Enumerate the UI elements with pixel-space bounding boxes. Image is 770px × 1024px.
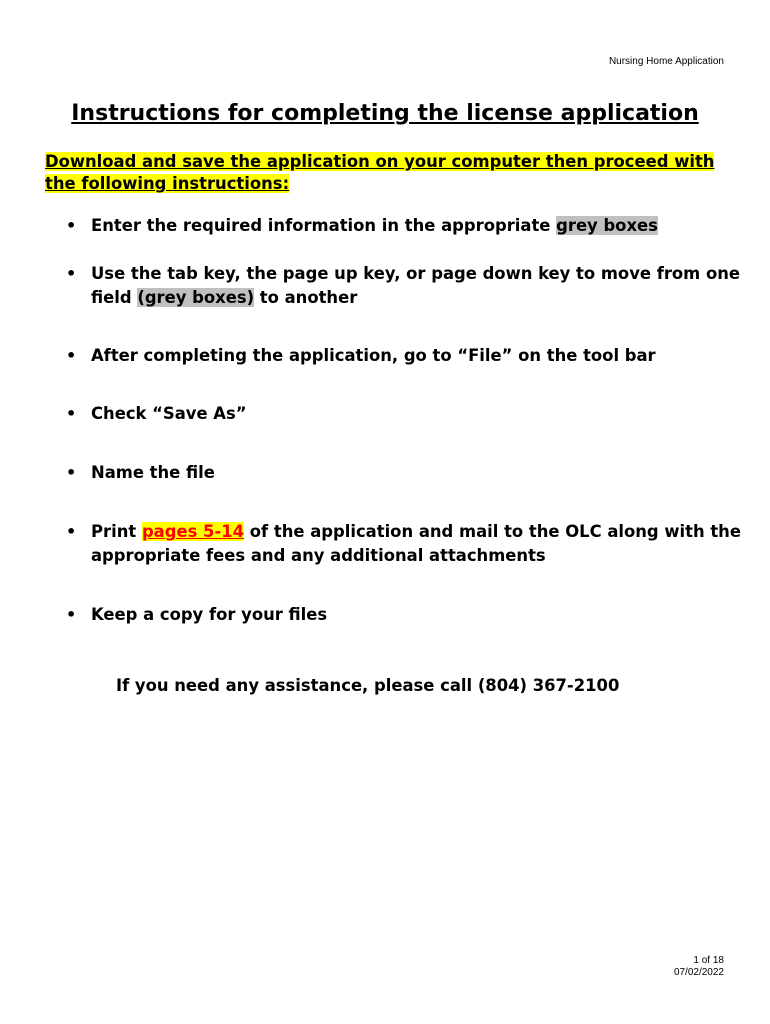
bullet-icon: •	[66, 522, 77, 541]
list-item-text: Enter the required information in the appropriate	[91, 216, 557, 235]
page-number: 1 of 18	[693, 955, 724, 966]
list-item-text: of the application and mail to the OLC along with the appropriate fees and any additional attachments	[91, 522, 741, 565]
list-item	[66, 262, 741, 310]
bullet-icon: •	[66, 346, 77, 365]
assistance-note: If you need any assistance, please call (804) 367-2100	[116, 676, 620, 695]
intro-instruction	[45, 151, 730, 195]
list-item-text: After completing the application, go to “File” on the tool bar	[91, 346, 656, 365]
bullet-icon: •	[66, 404, 77, 423]
list-item-text: Name the file	[91, 463, 215, 482]
list-item	[66, 344, 741, 368]
list-item-text: Keep a copy for your files	[91, 605, 328, 624]
list-item-text: Print	[91, 522, 142, 541]
list-item-text: Check “Save As”	[91, 404, 247, 423]
list-item-text: to another	[254, 288, 358, 307]
pages-link[interactable]: pages 5-14	[141, 522, 245, 541]
list-item	[66, 214, 741, 238]
page-title: Instructions for completing the license application	[71, 101, 699, 126]
list-item	[66, 603, 741, 627]
bullet-icon: •	[66, 264, 77, 283]
bullet-icon: •	[66, 605, 77, 624]
intro-highlight: Download and save the application on your computer then proceed with the following instructions:	[45, 152, 715, 193]
page-header: Nursing Home Application	[608, 56, 724, 67]
list-item	[66, 520, 741, 568]
bullet-icon: •	[66, 463, 77, 482]
list-item	[66, 402, 741, 426]
list-item	[66, 461, 741, 485]
page-footer	[674, 955, 724, 979]
grey-box-highlight: grey boxes	[556, 216, 658, 235]
bullet-icon: •	[66, 216, 77, 235]
grey-box-highlight: (grey boxes)	[137, 288, 255, 307]
list-item-text: Use the tab key, the page up key, or page down key to move from one field	[91, 264, 741, 307]
revision-date: 07/02/2022	[673, 967, 724, 978]
